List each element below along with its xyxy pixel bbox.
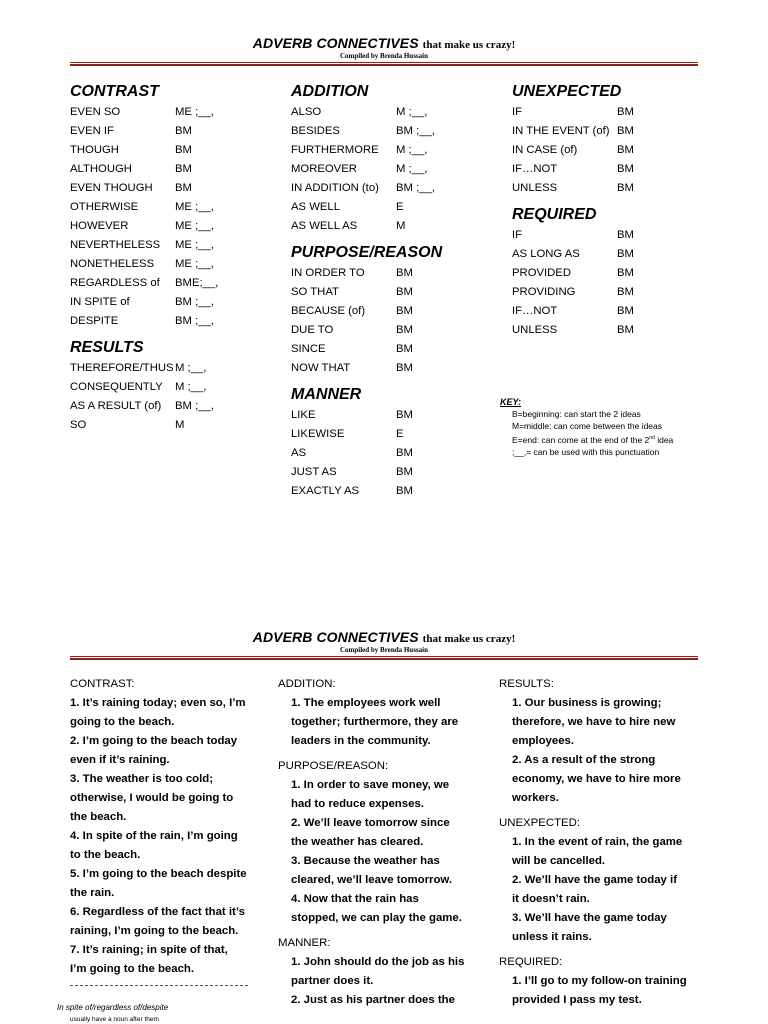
connective-row xyxy=(512,283,702,302)
connective-term: IF…NOT xyxy=(512,305,558,317)
example-line: the rain. xyxy=(70,887,115,899)
connective-position-code: BM xyxy=(396,485,413,497)
connective-row xyxy=(512,226,702,245)
key-e-tail: idea xyxy=(654,434,674,445)
key-e-sup: nd xyxy=(649,435,655,441)
example-line: 1. Our business is growing; xyxy=(512,697,662,709)
connective-row xyxy=(291,141,501,160)
connective-row xyxy=(512,141,702,160)
connective-term: UNLESS xyxy=(512,324,558,336)
connective-row xyxy=(70,141,280,160)
connective-position-code: BM xyxy=(617,125,634,137)
connective-position-code: ME ;__, xyxy=(175,258,214,270)
connective-position-code: BM xyxy=(617,286,634,298)
connective-row xyxy=(291,340,501,359)
connective-position-code: BM xyxy=(175,163,192,175)
connective-term: DESPITE xyxy=(70,315,119,327)
connective-term: LIKE xyxy=(291,409,316,421)
example-line: 4. Now that the rain has xyxy=(291,893,419,905)
connective-term: AS WELL AS xyxy=(291,220,358,232)
example-line: had to reduce expenses. xyxy=(291,798,424,810)
list-manner xyxy=(291,406,501,501)
connective-row xyxy=(291,406,501,425)
example-line: 2. Just as his partner does the xyxy=(291,994,455,1006)
example-line: therefore, we have to hire new xyxy=(512,716,676,728)
connective-position-code: BM xyxy=(396,286,413,298)
example-line: 2. We’ll leave tomorrow since xyxy=(291,817,450,829)
ex-heading-contrast: CONTRAST: xyxy=(70,678,135,690)
connective-term: THOUGH xyxy=(70,144,119,156)
connective-row xyxy=(512,103,702,122)
connective-row xyxy=(291,217,501,236)
ex-heading-manner: MANNER: xyxy=(278,937,331,949)
page-header-bottom xyxy=(70,629,698,660)
connective-row xyxy=(512,122,702,141)
connective-term: IF xyxy=(512,106,523,118)
example-line: the beach. xyxy=(70,811,127,823)
example-line: 4. In spite of the rain, I’m going xyxy=(70,830,238,842)
list-contrast xyxy=(70,103,280,331)
connective-row xyxy=(291,321,501,340)
ex-heading-required: REQUIRED: xyxy=(499,956,563,968)
example-line: together; furthermore, they are xyxy=(291,716,459,728)
connective-position-code: M ;__, xyxy=(175,362,207,374)
connective-term: NONETHELESS xyxy=(70,258,155,270)
column-unexpected-required xyxy=(512,81,702,340)
key-e-text: E=end: can come at the end of the 2 xyxy=(512,434,650,445)
connective-term: EVEN THOUGH xyxy=(70,182,153,194)
connective-position-code: BM ;__, xyxy=(396,125,435,137)
connective-position-code: BM xyxy=(175,144,192,156)
example-line: 6. Regardless of the fact that it’s xyxy=(70,906,245,918)
page-title xyxy=(70,35,698,51)
connective-position-code: M xyxy=(396,220,406,232)
byline-2: Compiled by Brenda Hussain xyxy=(340,646,428,654)
connective-row xyxy=(70,122,280,141)
ex-list-purpose xyxy=(278,776,488,928)
connective-row xyxy=(291,122,501,141)
example-line: 1. I’ll go to my follow-on training xyxy=(512,975,687,987)
key-m-line: M=middle: can come between the ideas xyxy=(512,421,663,431)
example-line: going to the beach. xyxy=(70,716,175,728)
example-line: economy, we have to hire more xyxy=(512,773,681,785)
example-line: 3. Because the weather has xyxy=(291,855,440,867)
example-line: 1. In order to save money, we xyxy=(291,779,450,791)
connective-term: THEREFORE/THUS xyxy=(70,362,174,374)
ex-list-unexpected xyxy=(499,833,714,947)
connective-term: AS xyxy=(291,447,307,459)
examples-column-3 xyxy=(499,675,714,1010)
ex-list-results xyxy=(499,694,714,808)
key-legend xyxy=(500,396,673,458)
connective-row xyxy=(70,160,280,179)
example-line: cleared, we’ll leave tomorrow. xyxy=(291,874,453,886)
connective-position-code: BM xyxy=(617,324,634,336)
connective-term: IN THE EVENT (of) xyxy=(512,125,610,137)
connective-row xyxy=(291,283,501,302)
heading-purpose: PURPOSE/REASON xyxy=(291,244,443,261)
connective-row xyxy=(512,245,702,264)
key-b-line: B=beginning: can start the 2 ideas xyxy=(512,409,641,419)
example-line: raining, I’m going to the beach. xyxy=(70,925,239,937)
connective-position-code: M ;__, xyxy=(175,381,207,393)
connective-position-code: BM xyxy=(617,248,634,260)
connective-term: FURTHERMORE xyxy=(291,144,379,156)
connective-row xyxy=(70,255,280,274)
connective-position-code: ME ;__, xyxy=(175,106,214,118)
connective-position-code: E xyxy=(396,201,404,213)
title-main: ADVERB CONNECTIVES xyxy=(252,35,419,51)
ex-heading-unexpected: UNEXPECTED: xyxy=(499,817,581,829)
example-line: stopped, we can play the game. xyxy=(291,912,462,924)
connective-position-code: BM xyxy=(175,125,192,137)
connective-row xyxy=(291,264,501,283)
example-line: the weather has cleared. xyxy=(291,836,424,848)
connective-term: BECAUSE (of) xyxy=(291,305,366,317)
column-addition-purpose-manner xyxy=(291,81,501,501)
connective-term: EVEN IF xyxy=(70,125,114,137)
example-line: partner does it. xyxy=(291,975,374,987)
connective-term: EXACTLY AS xyxy=(291,485,360,497)
connective-row xyxy=(70,103,280,122)
example-line: 7. It’s raining; in spite of that, xyxy=(70,944,228,956)
connective-row xyxy=(512,160,702,179)
connective-term: HOWEVER xyxy=(70,220,129,232)
heading-contrast: CONTRAST xyxy=(70,83,159,100)
example-line: otherwise, I would be going to xyxy=(70,792,234,804)
connective-term: UNLESS xyxy=(512,182,558,194)
connective-position-code: BM ;__, xyxy=(175,296,214,308)
connective-term: DUE TO xyxy=(291,324,334,336)
connective-term: REGARDLESS of xyxy=(70,277,160,289)
connective-position-code: ME ;__, xyxy=(175,220,214,232)
connective-position-code: BM xyxy=(396,409,413,421)
example-line: unless it rains. xyxy=(512,931,592,943)
connective-position-code: E xyxy=(396,428,404,440)
connective-position-code: BM xyxy=(396,447,413,459)
connective-position-code: BM xyxy=(396,466,413,478)
connective-position-code: BM ;__, xyxy=(175,400,214,412)
connective-position-code: BM xyxy=(617,267,634,279)
heading-results: RESULTS xyxy=(70,339,144,356)
list-purpose xyxy=(291,264,501,378)
examples-column-1 xyxy=(70,675,270,988)
example-line: 2. I’m going to the beach today xyxy=(70,735,238,747)
connective-row xyxy=(291,444,501,463)
header-rule-2 xyxy=(70,656,698,660)
connective-position-code: BM xyxy=(396,324,413,336)
connective-row xyxy=(70,359,280,378)
connective-position-code: BM xyxy=(617,305,634,317)
connective-position-code: M ;__, xyxy=(396,144,428,156)
connective-term: IF…NOT xyxy=(512,163,558,175)
note-sub: usually have a noun after them xyxy=(70,1016,159,1023)
connective-row xyxy=(70,312,280,331)
connective-term: AS WELL xyxy=(291,201,340,213)
connective-term: IN CASE (of) xyxy=(512,144,578,156)
connective-term: IN ORDER TO xyxy=(291,267,365,279)
connective-position-code: BM xyxy=(617,229,634,241)
connective-row xyxy=(512,264,702,283)
connective-row xyxy=(291,160,501,179)
connective-row xyxy=(512,321,702,340)
connective-term: MOREOVER xyxy=(291,163,357,175)
example-line: 1. The employees work well xyxy=(291,697,441,709)
example-line: I’m going to the beach. xyxy=(70,963,195,975)
heading-addition: ADDITION xyxy=(291,83,369,100)
key-punct-line: ;__,= can be used with this punctuation xyxy=(512,446,660,457)
connective-term: SO xyxy=(70,419,87,431)
connective-row xyxy=(291,482,501,501)
connective-row xyxy=(70,198,280,217)
example-line: to the beach. xyxy=(70,849,141,861)
heading-manner: MANNER xyxy=(291,386,362,403)
connective-position-code: M xyxy=(175,419,185,431)
connective-term: AS A RESULT (of) xyxy=(70,400,162,412)
example-line: will be cancelled. xyxy=(512,855,606,867)
dashed-divider xyxy=(70,985,248,986)
connective-position-code: BM xyxy=(396,267,413,279)
connective-term: PROVIDED xyxy=(512,267,572,279)
connective-term: ALTHOUGH xyxy=(70,163,132,175)
connective-row xyxy=(70,397,280,416)
ex-heading-purpose: PURPOSE/REASON: xyxy=(278,760,389,772)
connective-position-code: ME ;__, xyxy=(175,201,214,213)
connective-row xyxy=(291,198,501,217)
title-tail-2: that make us crazy! xyxy=(422,633,516,645)
connective-row xyxy=(291,425,501,444)
connective-row xyxy=(291,103,501,122)
list-results xyxy=(70,359,280,435)
connective-row xyxy=(291,463,501,482)
connective-term: JUST AS xyxy=(291,466,337,478)
example-line: provided I pass my test. xyxy=(512,994,642,1006)
page-title-2 xyxy=(70,629,698,645)
examples-column-2 xyxy=(278,675,488,1010)
connective-position-code: BM xyxy=(617,144,634,156)
connective-term: PROVIDING xyxy=(512,286,576,298)
ex-heading-results: RESULTS: xyxy=(499,678,554,690)
connective-row xyxy=(291,179,501,198)
connective-position-code: M ;__, xyxy=(396,106,428,118)
connective-term: CONSEQUENTLY xyxy=(70,381,163,393)
ex-heading-addition: ADDITION: xyxy=(278,678,336,690)
header-rule xyxy=(70,62,698,66)
connective-row xyxy=(291,359,501,378)
connective-term: SO THAT xyxy=(291,286,339,298)
connective-row xyxy=(512,302,702,321)
key-title: KEY: xyxy=(500,397,522,407)
connective-row xyxy=(70,416,280,435)
connective-position-code: BM ;__, xyxy=(396,182,435,194)
connective-term: NOW THAT xyxy=(291,362,351,374)
example-line: leaders in the community. xyxy=(291,735,431,747)
connective-term: IN SPITE of xyxy=(70,296,130,308)
connective-term: IF xyxy=(512,229,523,241)
list-required xyxy=(512,226,702,340)
connective-position-code: BM xyxy=(396,362,413,374)
list-unexpected xyxy=(512,103,702,198)
example-line: 2. We’ll have the game today if xyxy=(512,874,678,886)
key-e-line xyxy=(500,432,673,446)
heading-unexpected: UNEXPECTED xyxy=(512,83,622,100)
heading-required: REQUIRED xyxy=(512,206,597,223)
byline: Compiled by Brenda Hussain xyxy=(340,52,428,60)
connective-position-code: BM xyxy=(617,163,634,175)
connective-position-code: BM xyxy=(617,182,634,194)
example-line: employees. xyxy=(512,735,575,747)
example-line: 1. In the event of rain, the game xyxy=(512,836,683,848)
connective-term: BESIDES xyxy=(291,125,340,137)
connective-term: EVEN SO xyxy=(70,106,121,118)
ex-list-required xyxy=(499,972,714,1010)
connective-term: IN ADDITION (to) xyxy=(291,182,379,194)
connective-position-code: BM xyxy=(617,106,634,118)
example-line: it doesn’t rain. xyxy=(512,893,590,905)
connective-row xyxy=(291,302,501,321)
connective-row xyxy=(70,179,280,198)
connective-position-code: ME ;__, xyxy=(175,239,214,251)
connective-term: OTHERWISE xyxy=(70,201,139,213)
connective-position-code: BME;__, xyxy=(175,277,219,289)
note-title: In spite of/regardless of/despite xyxy=(57,1003,169,1012)
connective-term: ALSO xyxy=(291,106,322,118)
ex-list-contrast xyxy=(70,694,270,979)
page-header-top xyxy=(70,35,698,66)
connective-row xyxy=(70,236,280,255)
connective-position-code: BM ;__, xyxy=(175,315,214,327)
example-line: 2. As a result of the strong xyxy=(512,754,656,766)
connective-term: AS LONG AS xyxy=(512,248,580,260)
example-line: 3. We’ll have the game today xyxy=(512,912,667,924)
connective-position-code: BM xyxy=(175,182,192,194)
connective-term: NEVERTHELESS xyxy=(70,239,161,251)
connective-row xyxy=(512,179,702,198)
list-addition xyxy=(291,103,501,236)
example-line: 3. The weather is too cold; xyxy=(70,773,214,785)
example-line: 5. I’m going to the beach despite xyxy=(70,868,247,880)
example-line: even if it’s raining. xyxy=(70,754,170,766)
title-tail: that make us crazy! xyxy=(422,39,516,51)
connective-position-code: BM xyxy=(396,343,413,355)
example-line: workers. xyxy=(512,792,559,804)
connective-position-code: BM xyxy=(396,305,413,317)
example-line: 1. John should do the job as his xyxy=(291,956,465,968)
connective-term: LIKEWISE xyxy=(291,428,345,440)
example-line: 1. It’s raining today; even so, I’m xyxy=(70,697,246,709)
connective-position-code: M ;__, xyxy=(396,163,428,175)
connective-row xyxy=(70,217,280,236)
ex-list-manner xyxy=(278,953,488,1010)
connective-row xyxy=(70,274,280,293)
connective-row xyxy=(70,293,280,312)
connective-term: SINCE xyxy=(291,343,326,355)
connective-row xyxy=(70,378,280,397)
ex-list-addition xyxy=(278,694,488,751)
title-main-2: ADVERB CONNECTIVES xyxy=(252,629,419,645)
column-contrast-results xyxy=(70,81,280,435)
